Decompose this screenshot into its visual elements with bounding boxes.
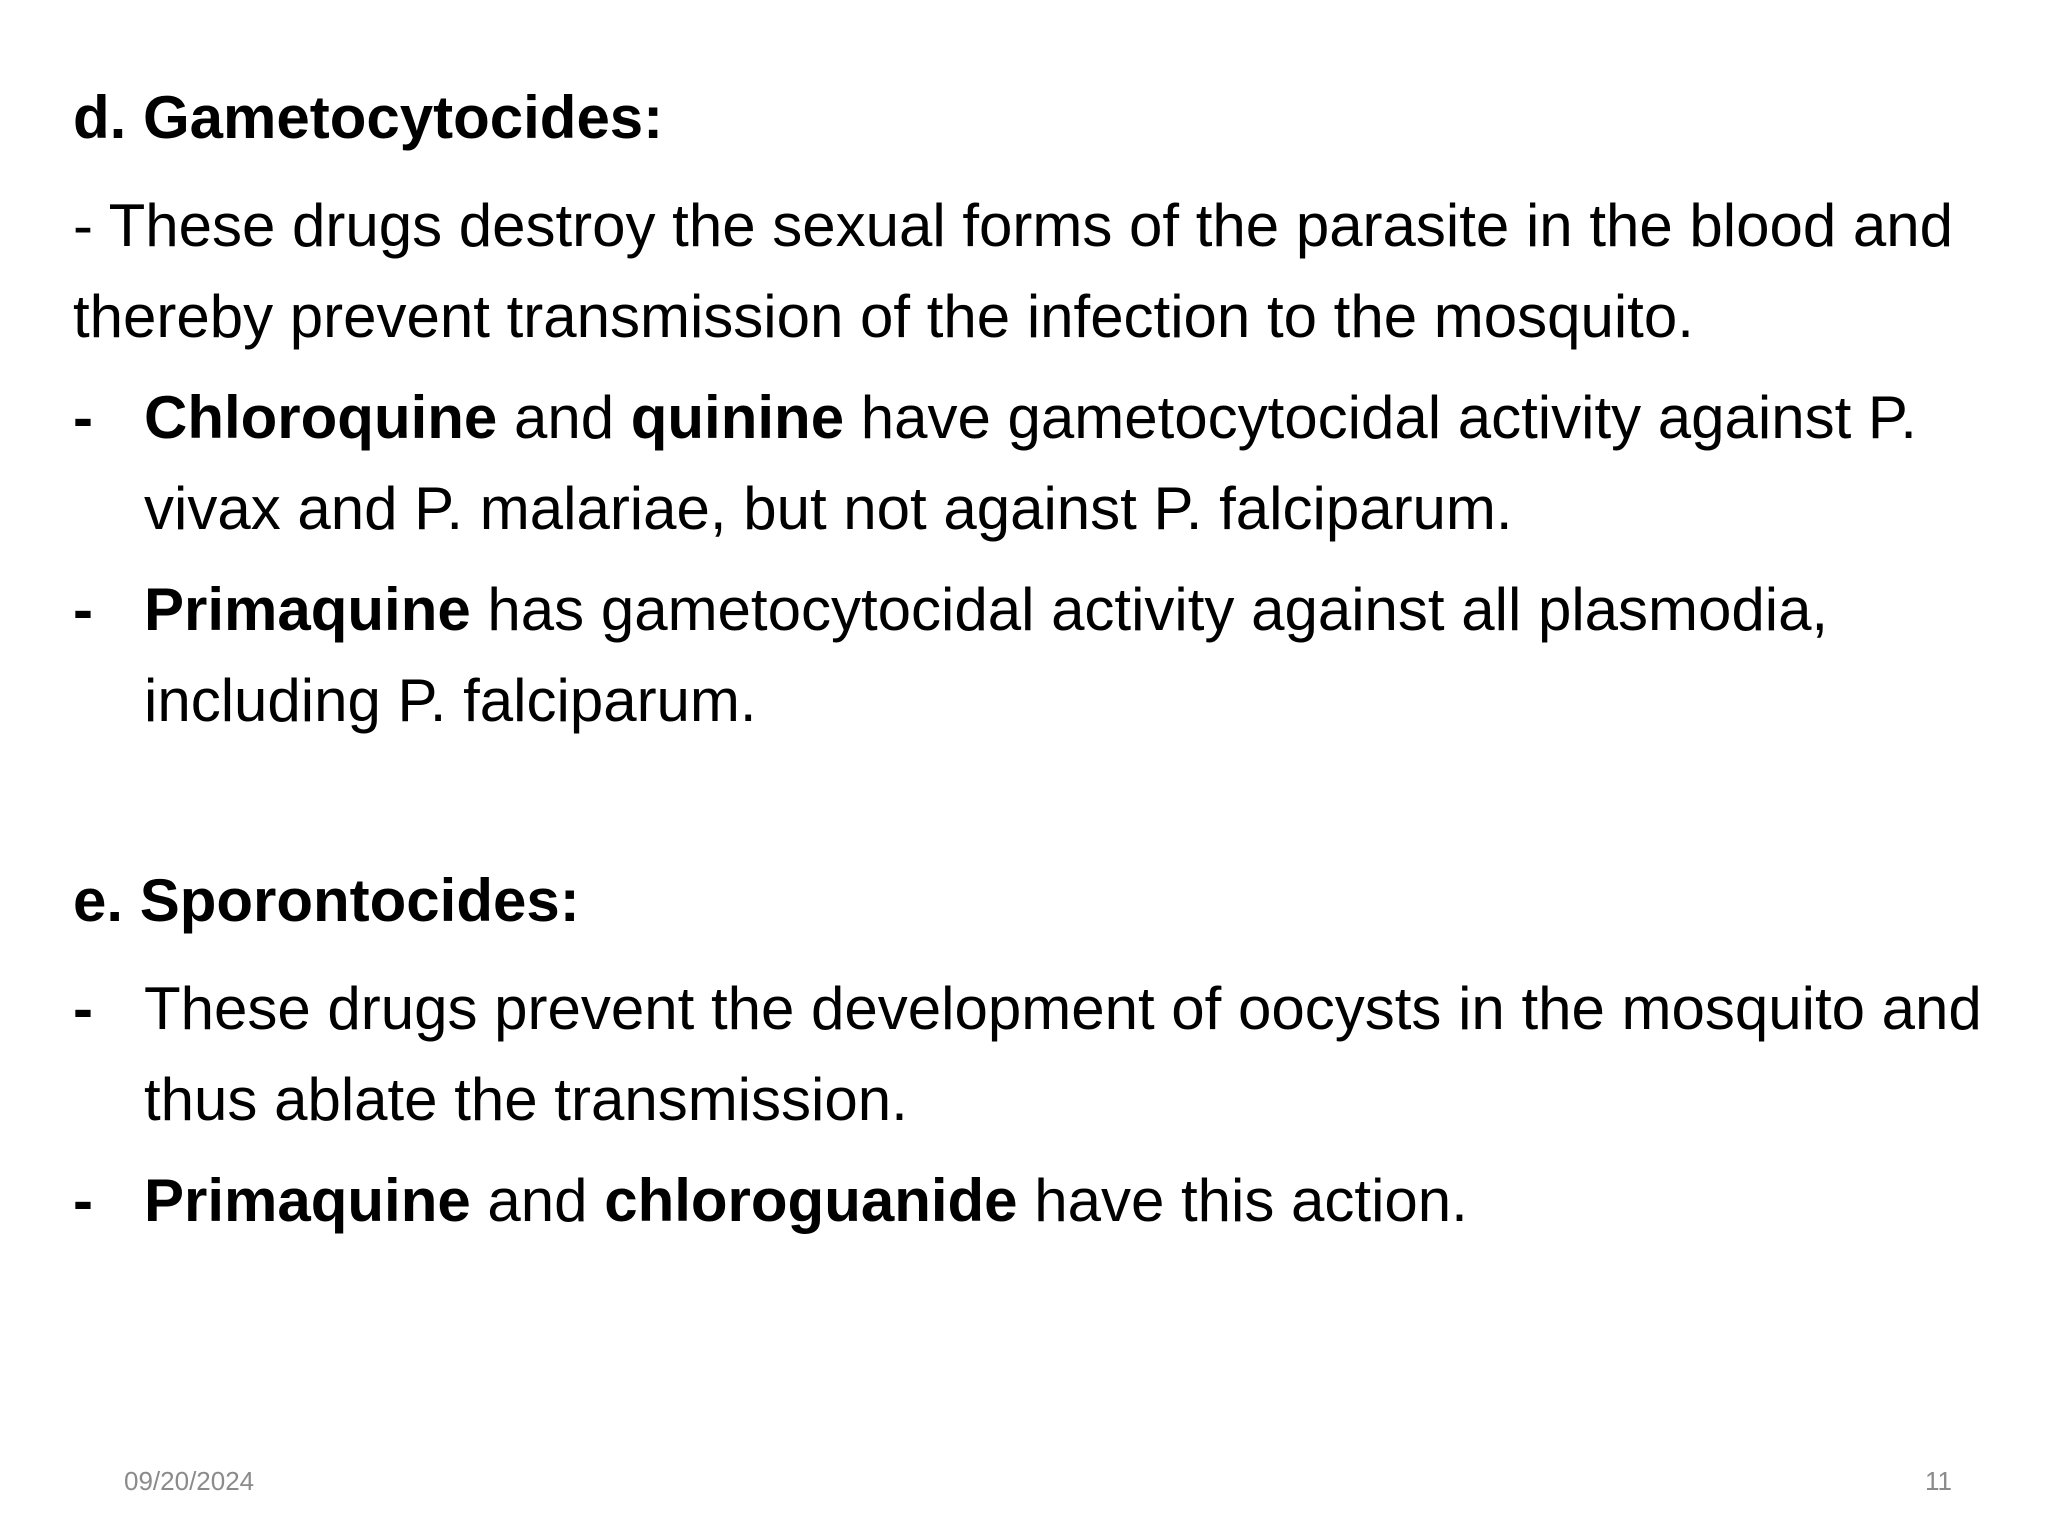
bullet-dash: -	[73, 576, 93, 643]
drug-name-primaquine: Primaquine	[144, 576, 471, 643]
footer-date: 09/20/2024	[124, 1466, 255, 1496]
bullet-chloroquine-quinine: - Chloroquine and quinine have gametocytocidal activity against P. vivax and P. malariae, but not against P. falciparum.	[73, 372, 2044, 554]
slide-body	[73, 78, 2023, 1246]
section-heading-sporontocides: e. Sporontocides:	[73, 867, 580, 934]
drug-name-chloroquine: Chloroquine	[144, 384, 498, 451]
bullet-dash: -	[73, 384, 93, 451]
bullet-dash: -	[73, 975, 93, 1042]
drug-name-quinine: quinine	[630, 384, 845, 451]
bullet-dash: -	[73, 1167, 93, 1234]
bullet-oocysts: - These drugs prevent the development of oocysts in the mosquito and thus ablate the transmission.	[73, 963, 2044, 1145]
footer-page-number: 11	[1925, 1466, 1952, 1496]
gametocytocides-intro: - These drugs destroy the sexual forms of the parasite in the blood and thereby prevent transmission of the infection to the mosquito.	[73, 192, 1953, 350]
drug-name-primaquine: Primaquine	[144, 1167, 471, 1234]
section-heading-gametocytocides: d. Gametocytocides:	[73, 84, 664, 151]
bullet-primaquine-gametocytocidal: - Primaquine has gametocytocidal activity against all plasmodia, including P. falciparum.	[73, 564, 2044, 746]
section-spacer	[73, 746, 2023, 861]
bullet-primaquine-chloroguanide: - Primaquine and chloroguanide have this action.	[73, 1155, 2044, 1246]
drug-name-chloroguanide: chloroguanide	[604, 1167, 1018, 1234]
